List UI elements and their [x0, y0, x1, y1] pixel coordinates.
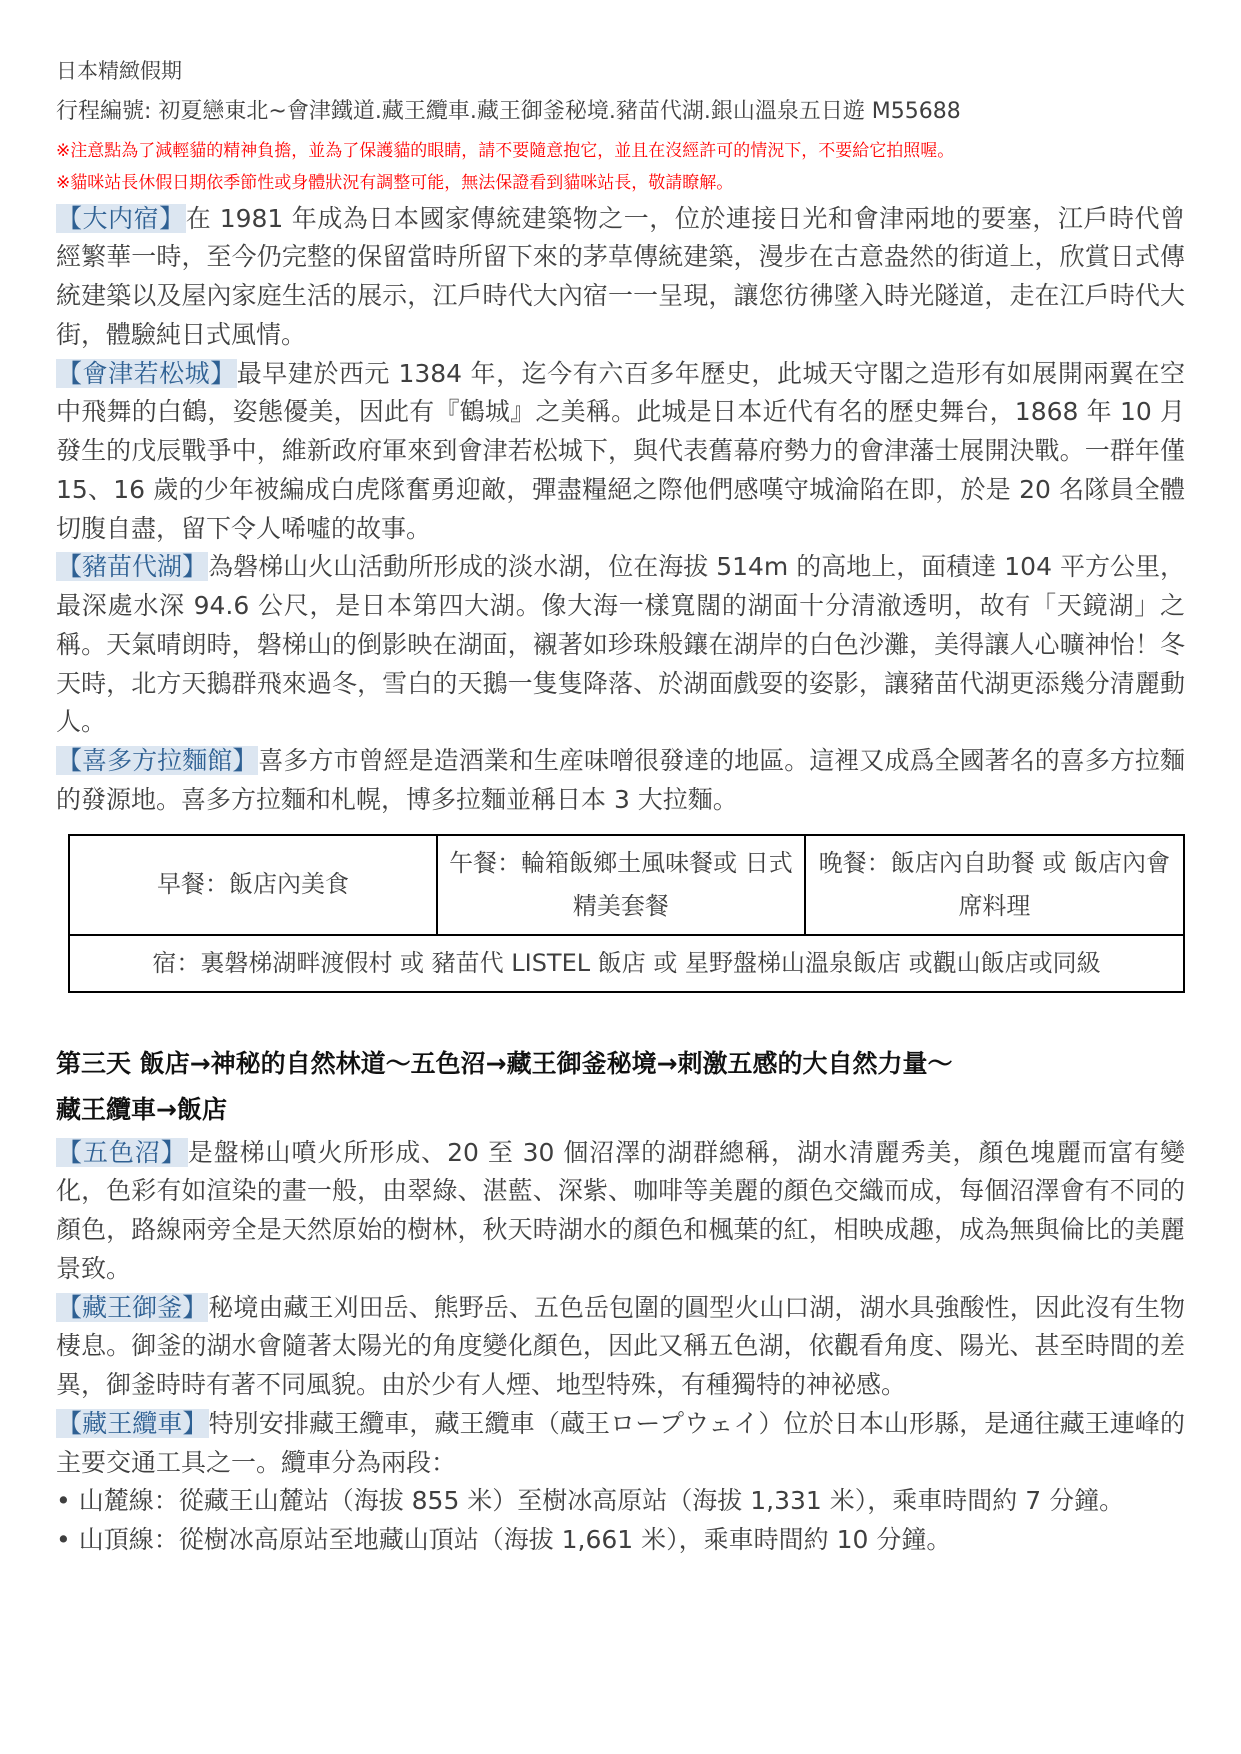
breakfast-cell: 早餐：飯店內美食 — [69, 835, 437, 935]
section-zao-okama — [56, 1289, 1185, 1405]
section-label-kitakata-ramen: 【喜多方拉麵館】 — [57, 746, 258, 776]
hotel-row — [69, 935, 1184, 992]
tour-code-line: 行程編號: 初夏戀東北~會津鐵道.藏王纜車.藏王御釜秘境.豬苗代湖.銀山溫泉五日遊 M55688 — [56, 99, 961, 125]
itinerary-document-page — [56, 58, 1185, 1560]
day3-heading-line1: 第三天 飯店→神秘的自然林道～五色沼→藏王御釜秘境→刺激五感的大自然力量～ — [56, 1049, 953, 1079]
day3-heading-line2: 藏王纜車→飯店 — [56, 1095, 227, 1125]
section-aizuwakamatsu-castle — [56, 355, 1185, 549]
section-ouchijuku — [56, 200, 1185, 355]
brand-title: 日本精緻假期 — [56, 59, 182, 83]
notice-block — [56, 135, 1185, 200]
dinner-cell: 晚餐：飯店內自助餐 或 飯店內會席料理 — [805, 835, 1184, 935]
section-label-ouchijuku: 【大内宿】 — [57, 203, 185, 233]
section-body-zao-ropeway: 特別安排藏王纜車，藏王纜車（蔵王ロープウェイ）位於日本山形縣，是通往藏王連峰的主要交通工具之一。纜車分為兩段： — [56, 1408, 1185, 1477]
section-body-aizuwakamatsu-castle: 最早建於西元 1384 年，迄今有六百多年歷史，此城天守閣之造形有如展開兩翼在空中飛舞的白鶴，姿態優美，因此有『鶴城』之美稱。此城是日本近代有名的歷史舞台，1868 年 10 月發生的戊辰戰爭中，維新政府軍來到會津若松城下，與代表舊幕府勢力的會津藩士展開決戰。一群年僅 15、16 歲的少年被編成白虎隊奮勇迎敵，彈盡糧絕之際他們感嘆守城淪陷在即，於是 20 名隊員全體切腹自盡，留下令人唏噓的故事。 — [56, 358, 1185, 543]
section-zao-ropeway — [56, 1405, 1185, 1483]
meals-row — [69, 835, 1184, 935]
section-goshikinuma — [56, 1134, 1185, 1289]
section-label-zao-okama: 【藏王御釜】 — [57, 1292, 208, 1322]
section-label-lake-inawashiro: 【豬苗代湖】 — [57, 552, 208, 582]
meals-table — [68, 834, 1185, 994]
ropeway-sanroku-line-item: • 山麓線：從藏王山麓站（海拔 855 米）至樹冰高原站（海拔 1,331 米），乘車時間約 7 分鐘。 — [56, 1486, 1125, 1516]
section-label-goshikinuma: 【五色沼】 — [57, 1137, 187, 1167]
section-body-zao-okama: 秘境由藏王刈田岳、熊野岳、五色岳包圍的圓型火山口湖，湖水具強酸性，因此沒有生物棲息。御釜的湖水會隨著太陽光的角度變化顏色，因此又稱五色湖，依觀看角度、陽光、甚至時間的差異，御釜時時有著不同風貌。由於少有人煙、地型特殊，有種獨特的神祕感。 — [56, 1292, 1185, 1400]
hotel-cell: 宿：裏磐梯湖畔渡假村 或 豬苗代 LISTEL 飯店 或 星野盤梯山溫泉飯店 或觀山飯店或同級 — [69, 935, 1184, 992]
section-label-zao-ropeway: 【藏王纜車】 — [57, 1408, 208, 1438]
section-body-lake-inawashiro: 為磐梯山火山活動所形成的淡水湖，位在海拔 514m 的高地上，面積達 104 平方公里，最深處水深 94.6 公尺，是日本第四大湖。像大海一樣寬闊的湖面十分清澈透明，故有「天鏡湖」之稱。天氣晴朗時，磐梯山的倒影映在湖面，襯著如珍珠般鑲在湖岸的白色沙灘，美得讓人心曠神怡！冬天時，北方天鵝群飛來過冬，雪白的天鵝一隻隻降落、於湖面戲耍的姿影，讓豬苗代湖更添幾分清麗動人。 — [56, 552, 1185, 737]
section-label-aizuwakamatsu-castle: 【會津若松城】 — [57, 358, 236, 388]
notice-line-2: ※貓咪站長休假日期依季節性或身體狀況有調整可能，無法保證看到貓咪站長，敬請瞭解。 — [56, 173, 734, 194]
section-body-goshikinuma: 是盤梯山噴火所形成、20 至 30 個沼澤的湖群總稱，湖水清麗秀美，顏色塊麗而富有變化，色彩有如渲染的畫一般，由翠綠、湛藍、深紫、咖啡等美麗的顏色交織而成，每個沼澤會有不同的顏色，路線兩旁全是天然原始的樹林，秋天時湖水的顏色和楓葉的紅，相映成趣，成為無與倫比的美麗景致。 — [56, 1137, 1185, 1283]
lunch-cell: 午餐：輪箱飯鄉土風味餐或 日式精美套餐 — [437, 835, 805, 935]
ropeway-sancho-line-item: • 山頂線：從樹冰高原站至地藏山頂站（海拔 1,661 米），乘車時間約 10 分鐘。 — [56, 1525, 952, 1555]
section-lake-inawashiro — [56, 548, 1185, 742]
section-body-ouchijuku: 在 1981 年成為日本國家傳統建築物之一，位於連接日光和會津兩地的要塞，江戶時代曾經繁華一時，至今仍完整的保留當時所留下來的茅草傳統建築，漫步在古意盎然的街道上，欣賞日式傳統建築以及屋內家庭生活的展示，江戶時代大內宿一一呈現，讓您彷彿墜入時光隧道，走在江戶時代大街，體驗純日式風情。 — [56, 203, 1185, 349]
section-body-kitakata-ramen: 喜多方市曾經是造酒業和生産味噌很發達的地區。這裡又成爲全國著名的喜多方拉麵的發源地。喜多方拉麵和札幌，博多拉麵並稱日本 3 大拉麵。 — [56, 746, 1185, 814]
day3-heading — [56, 1041, 1185, 1134]
notice-line-1: ※注意點為了減輕貓的精神負擔，並為了保護貓的眼睛，請不要隨意抱它，並且在沒經許可的情況下，不要給它拍照喔。 — [56, 140, 955, 161]
section-kitakata-ramen — [56, 742, 1185, 820]
